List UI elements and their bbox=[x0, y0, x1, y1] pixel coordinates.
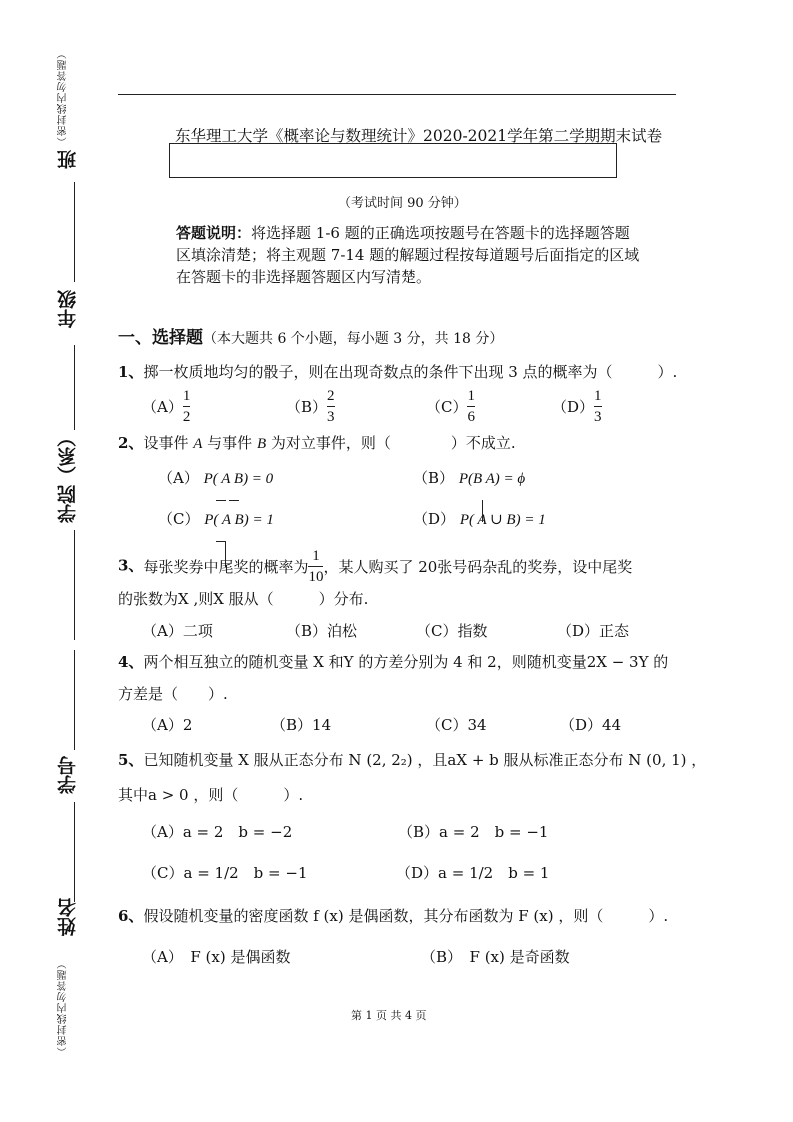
question-text: 每张奖券中尾奖的概率为 bbox=[143, 558, 309, 576]
student-id-label: 学号 bbox=[57, 756, 79, 794]
question-number: 2、 bbox=[118, 434, 144, 452]
exam-time: （考试时间 90 分钟） bbox=[338, 196, 467, 211]
question-3 bbox=[118, 546, 632, 587]
section-heading bbox=[118, 323, 503, 348]
option-expr: P( A B) = 0 bbox=[203, 471, 274, 487]
overline-a bbox=[216, 500, 226, 501]
q2-option-c[interactable] bbox=[158, 508, 274, 529]
q2-option-a[interactable] bbox=[158, 467, 273, 488]
grade-label: 年级 bbox=[57, 290, 79, 328]
college-label: 学院（系） bbox=[57, 428, 79, 523]
fraction: $\frac{1}{3}$ bbox=[594, 388, 602, 425]
student-id-line-top bbox=[74, 650, 75, 750]
instructions-line1: 将选择题 1-6 题的正确选项按题号在答题卡的选择题答题 bbox=[251, 224, 630, 242]
option-expr: P( A B) = 1 bbox=[204, 512, 274, 528]
q3-option-a[interactable]: （A）二项 bbox=[142, 622, 213, 640]
name-label: 姓名 bbox=[57, 898, 79, 936]
option-label: （C） bbox=[426, 398, 468, 416]
section-desc: （本大题共 6 个小题，每小题 3 分，共 18 分） bbox=[203, 331, 504, 347]
question-text: 设事件 bbox=[143, 434, 194, 452]
seal-note-top: （密封线内勿答题） bbox=[58, 48, 69, 147]
question-number: 5、 bbox=[118, 751, 144, 769]
option-expr: P(B A) = ϕ bbox=[458, 471, 526, 487]
fraction: $\frac{1}{6}$ bbox=[467, 388, 475, 425]
question-text: 已知随机变量 X 服从正态分布 N (2, 2₂) ，且aX + b 服从标准正态分布 N (0, 1) ， bbox=[143, 751, 707, 769]
q6-option-b[interactable]: （B） F (x) 是奇函数 bbox=[421, 948, 570, 966]
fraction: $\frac{1}{10}$ bbox=[308, 548, 324, 585]
college-line bbox=[74, 530, 75, 640]
q5-option-a[interactable]: （A）a = 2 b = −2 bbox=[142, 823, 293, 841]
question-text: 假设随机变量的密度函数 f (x) 是偶函数，其分布函数为 F (x) ，则（ ）. bbox=[143, 907, 669, 925]
typeset-artifact bbox=[482, 500, 483, 522]
event-b: B bbox=[256, 436, 267, 452]
instructions-line2: 区填涂清楚；将主观题 7-14 题的解题过程按每道题号后面指定的区域 bbox=[176, 246, 640, 264]
class-line bbox=[74, 182, 75, 282]
question-text: 为对立事件，则（ ）不成立. bbox=[266, 434, 516, 452]
question-number: 1、 bbox=[118, 363, 144, 381]
question-4 bbox=[118, 651, 668, 672]
section-title: 一、选择题 bbox=[118, 328, 203, 348]
class-label: 班 bbox=[57, 150, 79, 169]
question-text: 掷一枚质地均匀的骰子，则在出现奇数点的条件下出现 3 点的概率为（ ）. bbox=[143, 363, 678, 381]
option-expr: P( A ∪ B) = 1 bbox=[459, 512, 546, 528]
instructions bbox=[176, 222, 676, 288]
q5-option-b[interactable]: （B）a = 2 b = −1 bbox=[398, 823, 549, 841]
q4-option-a[interactable]: （A）2 bbox=[142, 716, 193, 734]
q1-option-a[interactable] bbox=[142, 386, 190, 427]
q4-option-b[interactable]: （B）14 bbox=[271, 716, 332, 734]
question-2 bbox=[118, 432, 516, 453]
question-4-line2: 方差是（ ）. bbox=[118, 685, 228, 703]
option-label: （B） bbox=[286, 398, 328, 416]
top-rule bbox=[118, 94, 676, 95]
q1-option-d[interactable] bbox=[552, 386, 602, 427]
option-label: （D） bbox=[413, 510, 456, 528]
question-number: 6、 bbox=[118, 907, 144, 925]
q1-option-c[interactable] bbox=[426, 386, 475, 427]
title-box bbox=[169, 143, 617, 178]
q6-option-a[interactable]: （A） F (x) 是偶函数 bbox=[142, 948, 291, 966]
exam-title: 东华理工大学《概率论与数理统计》2020-2021学年第二学期期末试卷 bbox=[175, 127, 663, 145]
q1-option-b[interactable] bbox=[286, 386, 335, 427]
student-id-line bbox=[74, 802, 75, 902]
question-text: 两个相互独立的随机变量 X 和Y 的方差分别为 4 和 2，则随机变量2X − 3Y 的 bbox=[143, 653, 669, 671]
question-5 bbox=[118, 749, 706, 770]
q5-option-d[interactable]: （D）a = 1/2 b = 1 bbox=[396, 864, 550, 882]
q5-option-c[interactable]: （C）a = 1/2 b = −1 bbox=[142, 864, 308, 882]
option-label: （A） bbox=[142, 398, 183, 416]
fraction: $\frac{1}{2}$ bbox=[182, 388, 191, 425]
question-6 bbox=[118, 905, 668, 926]
instructions-line3: 在答题卡的非选择题答题区内写清楚。 bbox=[176, 268, 432, 286]
event-a: A bbox=[193, 436, 203, 452]
q2-option-d[interactable] bbox=[413, 508, 546, 529]
question-3-line2: 的张数为X ,则X 服从（ ）分布. bbox=[118, 590, 369, 608]
option-label: （C） bbox=[158, 510, 200, 528]
question-text: ，某人购买了 20张号码杂乱的奖券，设中尾奖 bbox=[323, 558, 633, 576]
page-number: 第 1 页 共 4 页 bbox=[351, 1009, 427, 1022]
typeset-artifact bbox=[216, 541, 225, 542]
question-number: 3、 bbox=[118, 556, 144, 575]
q4-option-d[interactable]: （D）44 bbox=[560, 716, 622, 734]
question-1 bbox=[118, 361, 677, 382]
q2-option-b[interactable] bbox=[413, 467, 525, 488]
overline-b bbox=[229, 500, 239, 501]
option-label: （B） bbox=[413, 469, 455, 487]
grade-line bbox=[74, 345, 75, 430]
option-label: （D） bbox=[552, 398, 595, 416]
option-label: （A） bbox=[158, 469, 199, 487]
q3-option-c[interactable]: （C）指数 bbox=[416, 622, 488, 640]
instructions-label: 答题说明： bbox=[176, 224, 252, 242]
seal-note-bottom: （密封线内勿答题） bbox=[58, 958, 69, 1057]
question-number: 4、 bbox=[118, 653, 144, 671]
q4-option-c[interactable]: （C）34 bbox=[426, 716, 487, 734]
question-text: 与事件 bbox=[202, 434, 257, 452]
q3-option-d[interactable]: （D）正态 bbox=[557, 622, 630, 640]
question-5-line2: 其中a > 0 ，则（ ）. bbox=[118, 786, 304, 804]
fraction: $\frac{2}{3}$ bbox=[327, 388, 335, 425]
q3-option-b[interactable]: （B）泊松 bbox=[286, 622, 358, 640]
